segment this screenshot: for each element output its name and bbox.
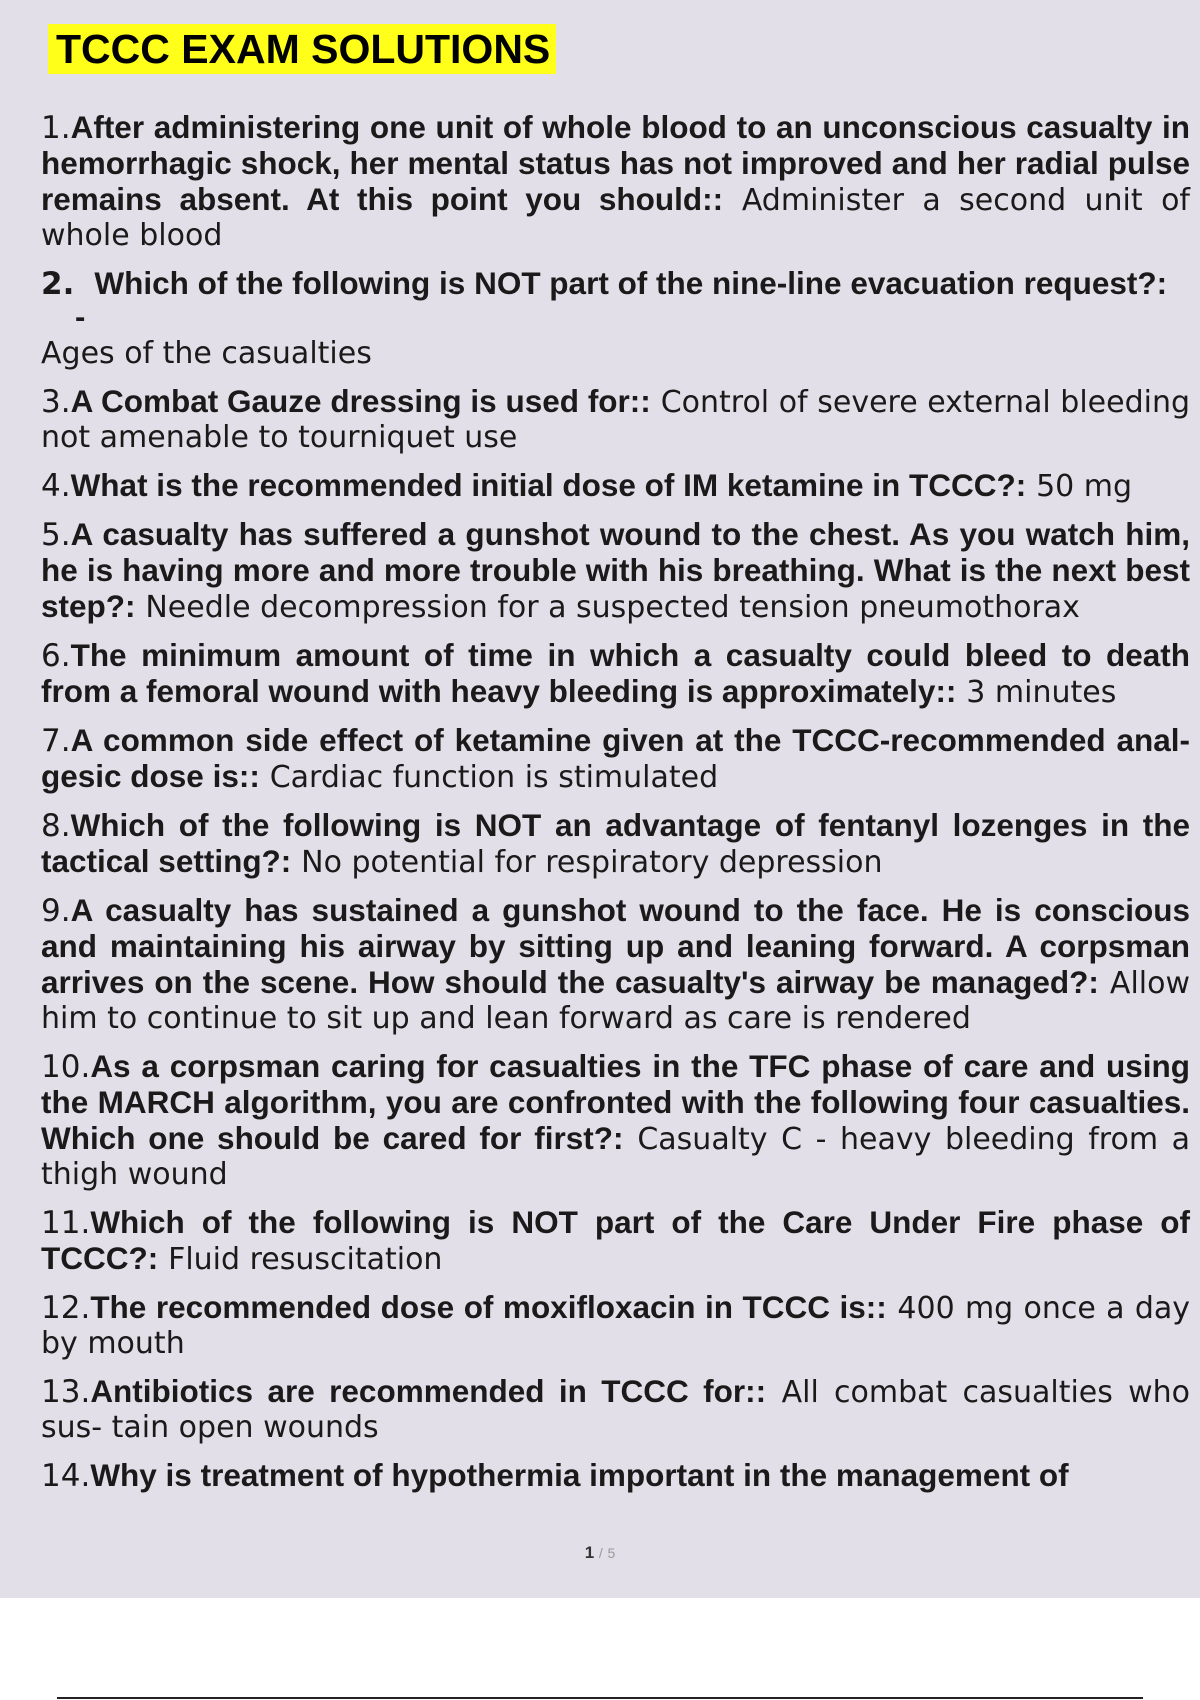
qa-item [41,808,1190,880]
answer-text: Administer a second unit of whole blood [41,183,1190,253]
item-number: 7. [41,723,71,759]
page-total: 5 [607,1545,616,1561]
horizontal-divider [57,1697,1143,1699]
qa-item [41,1205,1190,1277]
item-number: 5. [41,517,71,553]
qa-list [41,110,1190,1494]
item-number: 9. [41,893,71,929]
item-number: 14. [41,1458,91,1494]
qa-item [41,1374,1190,1445]
question-text: Why is treatment of hypothermia important in the management of [90,1457,1069,1493]
item-number: 1. [41,110,71,146]
answer-text: Casualty C - heavy bleeding from a thigh wound [41,1122,1190,1192]
qa-item [41,517,1190,625]
question-text: What is the recommended initial dose of IM ketamine in TCCC?: [70,467,1027,503]
item-number: 13. [41,1374,91,1410]
question-text: Which of the following is NOT part of the Care Under Fire phase of TCCC?: [41,1204,1190,1276]
item-number: 10. [41,1049,91,1085]
document-title: TCCC EXAM SOLUTIONS [48,24,556,74]
item-number: 2. [41,266,75,302]
answer-text: Control of severe external bleeding not amenable to tourniquet use [41,385,1190,455]
qa-item [41,1290,1190,1361]
question-text: A casualty has sustained a gunshot wound to the face. He is conscious and maintaining his airway by sitting up and leaning forward. A corpsman arrives on the scene. How should the casualty's airway be managed?: [41,892,1190,1000]
answer-text: Needle decompression for a suspected tension pneumothorax [145,590,1080,625]
answer-text: No potential for respiratory depression [301,845,883,880]
question-text: Which of the following is NOT an advantage of fentanyl lozenges in the tactical setting?: [41,807,1190,879]
answer-text: Cardiac function is stimulated [269,760,719,795]
qa-item [41,1049,1190,1192]
item-number: 12. [41,1290,91,1326]
question-text: As a corpsman caring for casualties in the TFC phase of care and using the MARCH algorithm, you are confronted with the following four casualties. Which one should be cared for first?: [41,1048,1190,1156]
answer-text: Allow him to continue to sit up and lean forward as care is rendered [41,966,1191,1036]
answer-text: Fluid resuscitation [168,1242,443,1277]
qa-item [41,893,1190,1036]
qa-item [41,638,1190,710]
answer-text: All combat casualties who sus- tain open wounds [41,1375,1190,1445]
item-number: 11. [41,1205,91,1241]
page-indicator [0,1543,1200,1563]
question-text: After administering one unit of whole blood to an unconscious casualty in hemorrhagic shock, her mental status has not improved and her radial pulse remains absent. At this point you should:: [41,109,1190,217]
item-number: 6. [41,638,71,674]
answer-text: 400 mg once a day by mouth [41,1291,1190,1361]
page-current: 1 [584,1543,595,1562]
qa-item [41,266,1190,371]
qa-item [41,384,1190,455]
answer-text: 3 minutes [966,675,1117,710]
answer-text: 50 mg [1036,469,1133,504]
qa-item [41,110,1190,253]
item-number: 3. [41,384,71,420]
answer-dash: - [75,299,86,334]
qa-item [41,723,1190,795]
question-text: A casualty has suffered a gunshot wound to the chest. As you watch him, he is having more and more trouble with his breathing. What is the next best step?: [41,516,1190,624]
answer-text: Ages of the casualties [41,336,372,371]
item-number: 8. [41,808,71,844]
qa-item [41,1458,1190,1494]
question-text: A common side effect of ketamine given at the TCCC-recommended anal- gesic dose is:: [41,722,1190,794]
qa-item [41,468,1190,504]
question-text: Antibiotics are recommended in TCCC for:: [90,1373,767,1409]
page-separator: / [598,1545,603,1561]
item-number: 4. [41,468,71,504]
question-text: The minimum amount of time in which a casualty could bleed to death from a femoral wound with heavy bleeding is approximately:: [41,637,1190,709]
question-text: Which of the following is NOT part of the nine-line evacuation request?: [94,265,1168,301]
question-text: A Combat Gauze dressing is used for:: [70,383,651,419]
question-text: The recommended dose of moxifloxacin in TCCC is:: [90,1289,887,1325]
